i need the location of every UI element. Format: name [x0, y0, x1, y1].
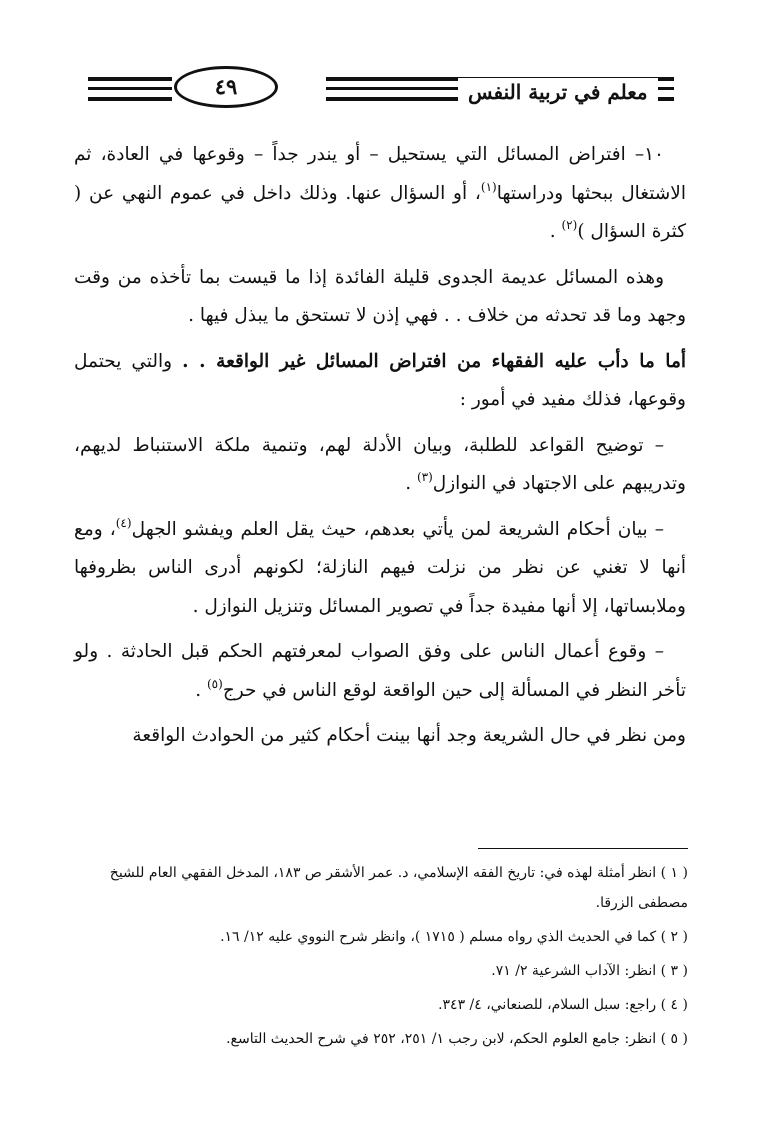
footnote: ( ٤ ) راجع: سبل السلام، للصنعاني، ٤/ ٣٤٣. [438, 997, 688, 1013]
footnote: ( ١ ) انظر أمثلة لهذه في: تاريخ الفقه الإسلامي، د. عمر الأشقر ص ١٨٣، المدخل الفقهي العام للشيخ مصطفى الزرقا. [109, 865, 688, 911]
paragraph-text: . [549, 221, 562, 242]
list-item [74, 511, 686, 627]
footnote-ref: (٢) [561, 218, 578, 232]
paragraph-text: وهذه المسائل عديمة الجدوى قليلة الفائدة إذا ما قيست بما تأخذه من وقت وجهد وما قد تحدثه من خلاف . . فهي إذن لا تستحق ما يبذل فيها . [74, 266, 686, 326]
paragraph-text: . [195, 679, 207, 701]
list-item [74, 427, 686, 504]
paragraph [74, 343, 686, 420]
footnote-ref: (١) [480, 179, 497, 194]
paragraph-text: . [405, 473, 417, 494]
paragraph-text: ، أو السؤال عنها. وذلك داخل في عموم النهي عن ( كثرة السؤال ) [74, 182, 686, 242]
footnotes [72, 858, 688, 1058]
paragraph-text: – بيان أحكام الشريعة لمن يأتي بعدهم، حيث يقل العلم ويفشو الجهل [131, 518, 664, 540]
paragraph-bold-text: أما ما دأب عليه الفقهاء من افتراض المسائل غير الواقعة . . [182, 350, 686, 372]
paragraph-text: ١٠– افتراض المسائل التي يستحيل – أو يندر جداً – وقوعها في العادة، ثم الاشتغال ببحثها ودراستها [74, 144, 686, 204]
footnote: ( ٢ ) كما في الحديث الذي رواه مسلم ( ١٧١٥ )، وانظر شرح النووي عليه ١٢/ ١٦. [220, 929, 688, 945]
paragraph-text: – وقوع أعمال الناس على وفق الصواب لمعرفتهم الحكم قبل الحادثة . ولو تأخر النظر في المسألة إلى حين الواقعة لوقع الناس في حرج [74, 641, 686, 701]
paragraph [74, 259, 686, 336]
footnote: ( ٥ ) انظر: جامع العلوم الحكم، لابن رجب ١/ ٢٥١، ٢٥٢ في شرح الحديث التاسع. [226, 1031, 688, 1047]
paragraph-text: والتي يحتمل وقوعها، فذلك مفيد في أمور : [74, 350, 686, 410]
paragraph [74, 717, 686, 756]
footnote-divider [478, 848, 688, 849]
paragraph-text: ، ومع أنها لا تغني عن نظر من نزلت فيهم النازلة؛ لكونهم أدرى الناس بظروفها وملابساتها، إلا أنها مفيدة جداً في تصوير المسائل وتنزيل النوازل . [74, 518, 686, 617]
list-item [74, 633, 686, 710]
page-header [88, 62, 674, 118]
paragraph-text: – توضيح القواعد للطلبة، وبيان الأدلة لهم، وتنمية ملكة الاستنباط لديهم، وتدريبهم على الاجتهاد في النوازل [74, 434, 686, 494]
header-rule [88, 97, 172, 101]
footnote-ref: (٣) [416, 470, 433, 484]
footnote: ( ٣ ) انظر: الآداب الشرعية ٢/ ٧١. [491, 963, 688, 979]
paragraph-text: ومن نظر في حال الشريعة وجد أنها بينت أحكام كثير من الحوادث الواقعة [132, 725, 686, 746]
main-text [74, 136, 686, 763]
footnote-ref: (٤) [115, 515, 132, 530]
page-number: ٤٩ [174, 66, 278, 108]
paragraph [74, 136, 686, 252]
footnote-ref: (٥) [206, 676, 223, 691]
header-rule [88, 87, 172, 90]
header-rule [88, 77, 172, 81]
book-title: معلم في تربية النفس [458, 78, 658, 106]
